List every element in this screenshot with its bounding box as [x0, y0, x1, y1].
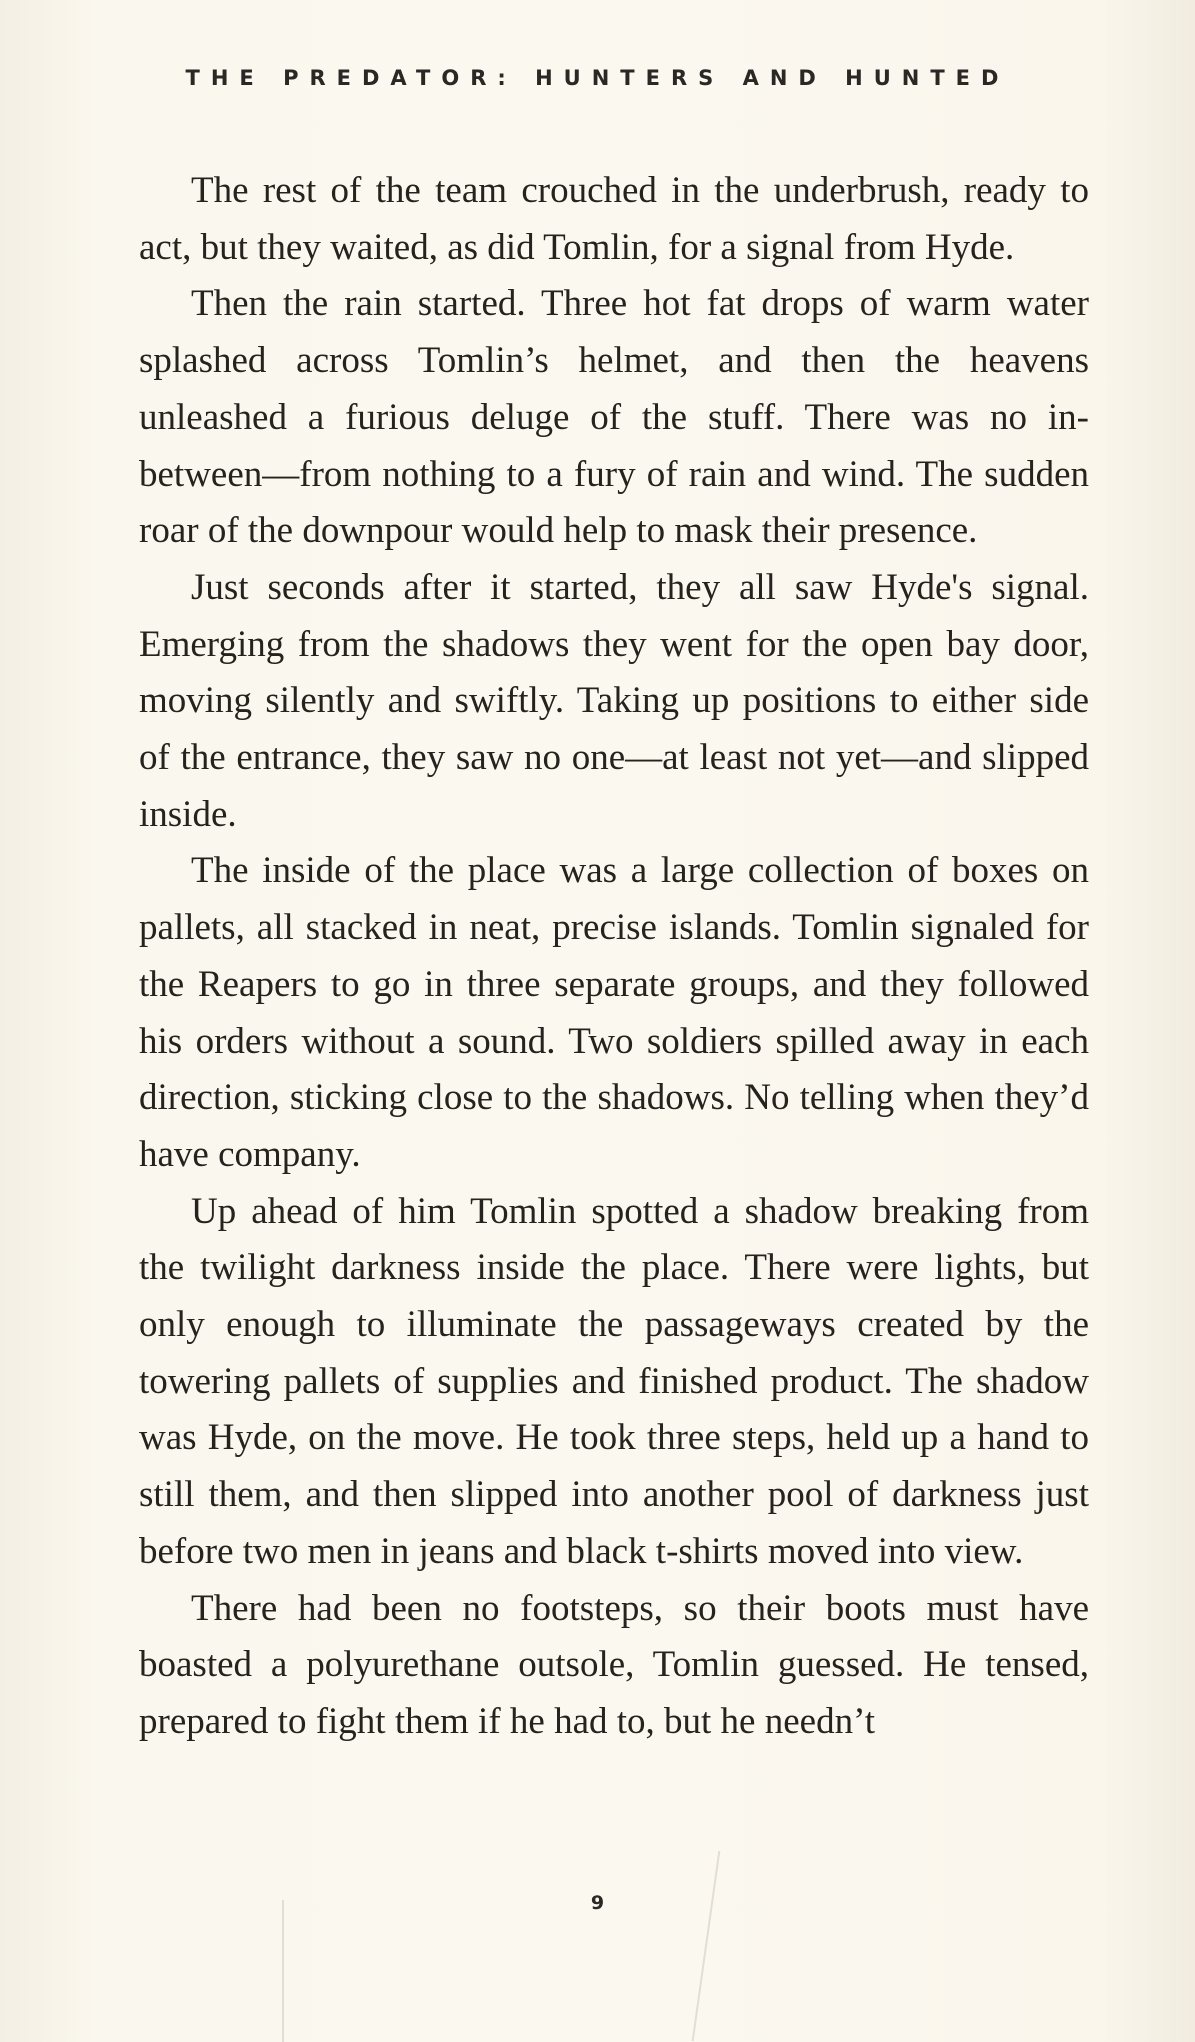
- paper-crease: [282, 1900, 284, 2042]
- paper-crease: [692, 1851, 721, 2041]
- paragraph: Then the rain started. Three hot fat drops of warm water splashed across Tomlin’s helmet, and then the heavens unleashed a furious deluge of the stuff. There was no in-between—from nothing to a fury of rain and wind. The sudden roar of the downpour would help to mask their presence.: [139, 283, 1089, 552]
- page-number: 9: [590, 1892, 605, 1914]
- running-head: THE PREDATOR: HUNTERS AND HUNTED: [185, 66, 1010, 90]
- paragraph: Up ahead of him Tomlin spotted a shadow breaking from the twilight darkness inside the place. There were lights, but only enough to illuminate the passageways created by the towering pallets of supplies and finished product. The shadow was Hyde, on the move. He took three steps, held up a hand to still them, and then slipped into another pool of darkness just before two men in jeans and black t-shirts moved into view.: [139, 1190, 1089, 1572]
- paragraph: Just seconds after it started, they all saw Hyde's signal. Emerging from the shadows they went for the open bay door, moving silently and swiftly. Taking up positions to either side of the entrance, they saw no one—at least not yet—and slipped inside.: [139, 566, 1089, 835]
- body-text: [139, 163, 1089, 1751]
- paragraph: The rest of the team crouched in the underbrush, ready to act, but they waited, as did Tomlin, for a signal from Hyde.: [139, 170, 1089, 268]
- paragraph: There had been no footsteps, so their boots must have boasted a polyurethane outsole, Tomlin guessed. He tensed, prepared to fight them if he had to, but he needn’t: [139, 1587, 1089, 1742]
- paragraph: The inside of the place was a large collection of boxes on pallets, all stacked in neat, precise islands. Tomlin signaled for the Reapers to go in three separate groups, and they followed his orders without a sound. Two soldiers spilled away in each direction, sticking close to the shadows. No telling when they’d have company.: [139, 850, 1089, 1175]
